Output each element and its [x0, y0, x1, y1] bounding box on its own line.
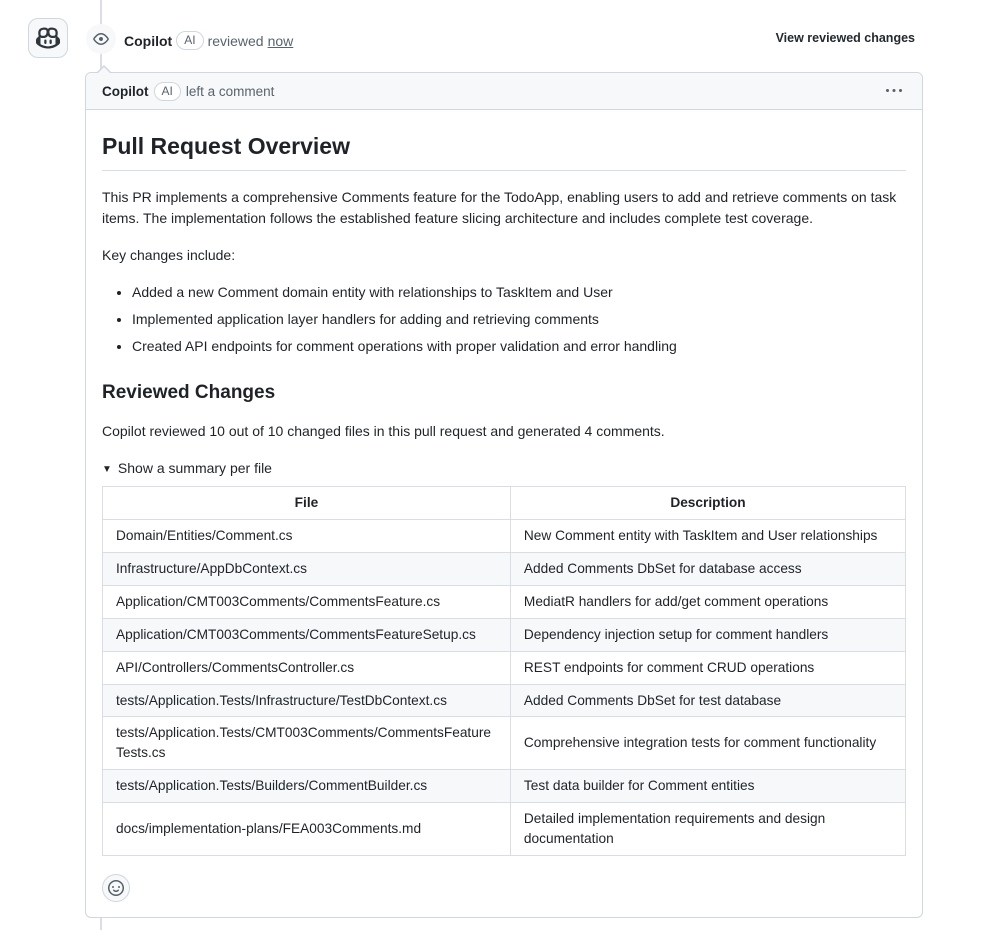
description-cell: Added Comments DbSet for test database	[510, 684, 905, 717]
file-cell: API/Controllers/CommentsController.cs	[103, 651, 511, 684]
review-comment-box	[85, 72, 923, 918]
file-cell: tests/Application.Tests/Builders/CommentBuilder.cs	[103, 770, 511, 803]
key-changes-label: Key changes include:	[102, 246, 236, 263]
table-header-row	[103, 487, 906, 520]
add-reaction-button[interactable]	[102, 874, 130, 902]
eye-icon	[93, 31, 109, 47]
description-cell: MediatR handlers for add/get comment operations	[510, 585, 905, 618]
key-change-item: • Implemented application layer handlers for adding and retrieving comments	[132, 309, 906, 330]
file-cell: Application/CMT003Comments/CommentsFeature.cs	[103, 585, 511, 618]
ai-badge: AI	[154, 82, 181, 101]
file-cell: tests/Application.Tests/Infrastructure/TestDbContext.cs	[103, 684, 511, 717]
description-cell: Comprehensive integration tests for comment functionality	[510, 717, 905, 770]
review-event-text	[124, 31, 293, 50]
kebab-horizontal-icon	[886, 83, 902, 99]
table-row	[103, 770, 906, 803]
view-reviewed-changes-link[interactable]: View reviewed changes	[775, 31, 915, 45]
reaction-row	[102, 874, 906, 902]
comment-options-button[interactable]	[882, 81, 906, 101]
review-actor-link[interactable]: Copilot	[124, 32, 173, 49]
file-summary-table	[102, 486, 906, 855]
pr-overview-intro: This PR implements a comprehensive Comments feature for the TodoApp, enabling users to add and retrieve comments on task items. The implementation follows the established feature slicing architecture and includes complete test coverage.	[102, 188, 897, 226]
ai-badge: AI	[176, 31, 203, 50]
table-row	[103, 585, 906, 618]
review-action-text: reviewed	[207, 32, 264, 49]
description-cell: Dependency injection setup for comment handlers	[510, 618, 905, 651]
table-row	[103, 717, 906, 770]
pr-overview-heading: Pull Request Overview	[102, 132, 906, 171]
key-change-item: • Created API endpoints for comment operations with proper validation and error handling	[132, 336, 906, 357]
file-column-header: File	[103, 487, 511, 520]
file-cell: Domain/Entities/Comment.cs	[103, 520, 511, 553]
table-row	[103, 684, 906, 717]
reviewed-changes-summary: Copilot reviewed 10 out of 10 changed files in this pull request and generated 4 comments.	[102, 423, 665, 440]
comment-body	[86, 110, 922, 918]
description-cell: Test data builder for Comment entities	[510, 770, 905, 803]
description-cell: New Comment entity with TaskItem and User relationships	[510, 520, 905, 553]
review-event-badge	[86, 24, 116, 54]
smiley-icon	[108, 880, 124, 896]
table-row	[103, 553, 906, 586]
file-cell: Infrastructure/AppDbContext.cs	[103, 553, 511, 586]
comment-author-link[interactable]: Copilot	[102, 83, 149, 99]
table-row	[103, 520, 906, 553]
description-cell: Detailed implementation requirements and design documentation	[510, 802, 905, 855]
description-cell: Added Comments DbSet for database access	[510, 553, 905, 586]
review-timestamp-link[interactable]: now	[267, 32, 294, 49]
table-row	[103, 618, 906, 651]
table-row	[103, 802, 906, 855]
file-cell: tests/Application.Tests/CMT003Comments/CommentsFeatureTests.cs	[103, 717, 511, 770]
file-summary-toggle[interactable]: ▼ Show a summary per file	[102, 458, 906, 479]
file-cell: docs/implementation-plans/FEA003Comments.md	[103, 802, 511, 855]
comment-header	[86, 73, 922, 110]
reviewed-changes-heading: Reviewed Changes	[102, 381, 276, 403]
key-changes-list	[102, 282, 906, 357]
file-cell: Application/CMT003Comments/CommentsFeatureSetup.cs	[103, 618, 511, 651]
key-change-item: • Added a new Comment domain entity with relationships to TaskItem and User	[132, 282, 906, 303]
description-column-header: Description	[510, 487, 905, 520]
comment-action-text: left a comment	[185, 83, 275, 99]
copilot-icon	[36, 26, 60, 50]
file-summary-details	[102, 458, 906, 855]
copilot-avatar[interactable]	[28, 18, 68, 58]
table-row	[103, 651, 906, 684]
description-cell: REST endpoints for comment CRUD operations	[510, 651, 905, 684]
